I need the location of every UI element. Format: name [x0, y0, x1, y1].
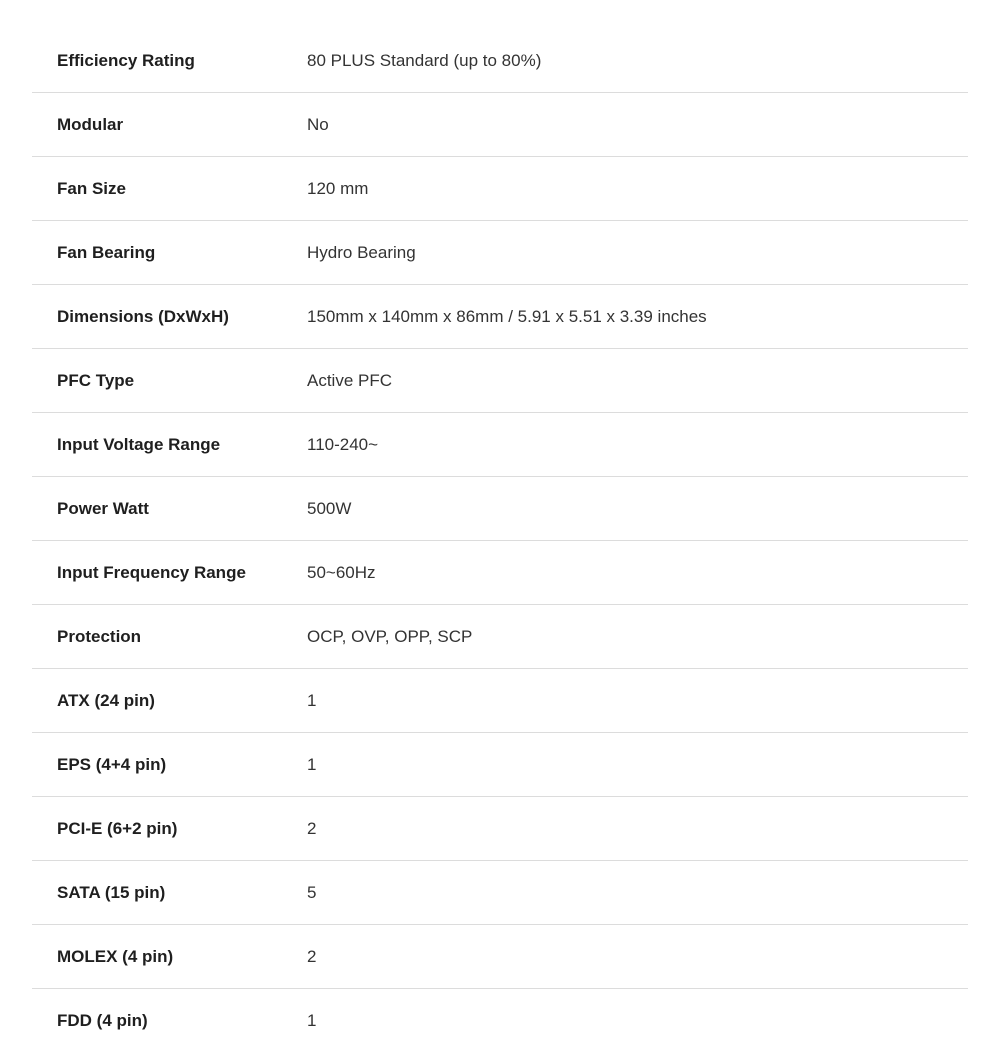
spec-row-dimensions: [32, 285, 968, 349]
spec-label: MOLEX (4 pin): [57, 946, 174, 966]
spec-label: PCI-E (6+2 pin): [57, 818, 178, 838]
spec-label: FDD (4 pin): [57, 1011, 148, 1030]
spec-row-atx-24-pin: [32, 669, 968, 733]
spec-value: 5: [307, 882, 317, 902]
spec-value: 110-240~: [307, 434, 379, 454]
spec-label: Input Frequency Range: [57, 562, 246, 582]
spec-value: 150mm x 140mm x 86mm / 5.91 x 5.51 x 3.39 inches: [307, 306, 707, 326]
spec-value: No: [307, 114, 329, 134]
spec-row-efficiency-rating: [32, 30, 968, 93]
spec-value: 120 mm: [307, 178, 369, 198]
spec-label: Input Voltage Range: [57, 434, 221, 454]
spec-row-molex-4-pin: [32, 925, 968, 989]
spec-value: 80 PLUS Standard (up to 80%): [307, 51, 542, 70]
spec-row-input-voltage-range: [32, 413, 968, 477]
spec-row-pci-e-6-2-pin: [32, 797, 968, 861]
spec-value: Active PFC: [307, 370, 393, 390]
spec-label: Protection: [57, 626, 142, 646]
spec-value: 50~60Hz: [307, 562, 376, 582]
spec-value: 1: [307, 754, 317, 774]
spec-label: Dimensions (DxWxH): [57, 306, 229, 326]
spec-value: Hydro Bearing: [307, 242, 416, 262]
spec-value: OCP, OVP, OPP, SCP: [307, 626, 473, 646]
spec-value: 2: [307, 946, 317, 966]
spec-label: PFC Type: [57, 370, 135, 390]
spec-value: 1: [307, 1011, 317, 1030]
spec-label: EPS (4+4 pin): [57, 754, 167, 774]
spec-row-protection: [32, 605, 968, 669]
spec-table: [32, 30, 968, 1053]
spec-label: Power Watt: [57, 498, 149, 518]
spec-row-modular: [32, 93, 968, 157]
spec-label: Fan Size: [57, 178, 126, 198]
spec-value: 500W: [307, 498, 352, 518]
spec-row-fdd-4-pin: [32, 989, 968, 1053]
spec-label: Fan Bearing: [57, 242, 156, 262]
spec-row-power-watt: [32, 477, 968, 541]
spec-row-eps-4-4-pin: [32, 733, 968, 797]
spec-row-fan-size: [32, 157, 968, 221]
spec-row-pfc-type: [32, 349, 968, 413]
spec-label: Modular: [57, 114, 124, 134]
spec-value: 1: [307, 690, 317, 710]
spec-row-sata-15-pin: [32, 861, 968, 925]
spec-label: ATX (24 pin): [57, 690, 155, 710]
spec-row-input-frequency-range: [32, 541, 968, 605]
spec-label: Efficiency Rating: [57, 51, 195, 70]
spec-label: SATA (15 pin): [57, 882, 166, 902]
spec-value: 2: [307, 818, 317, 838]
spec-row-fan-bearing: [32, 221, 968, 285]
